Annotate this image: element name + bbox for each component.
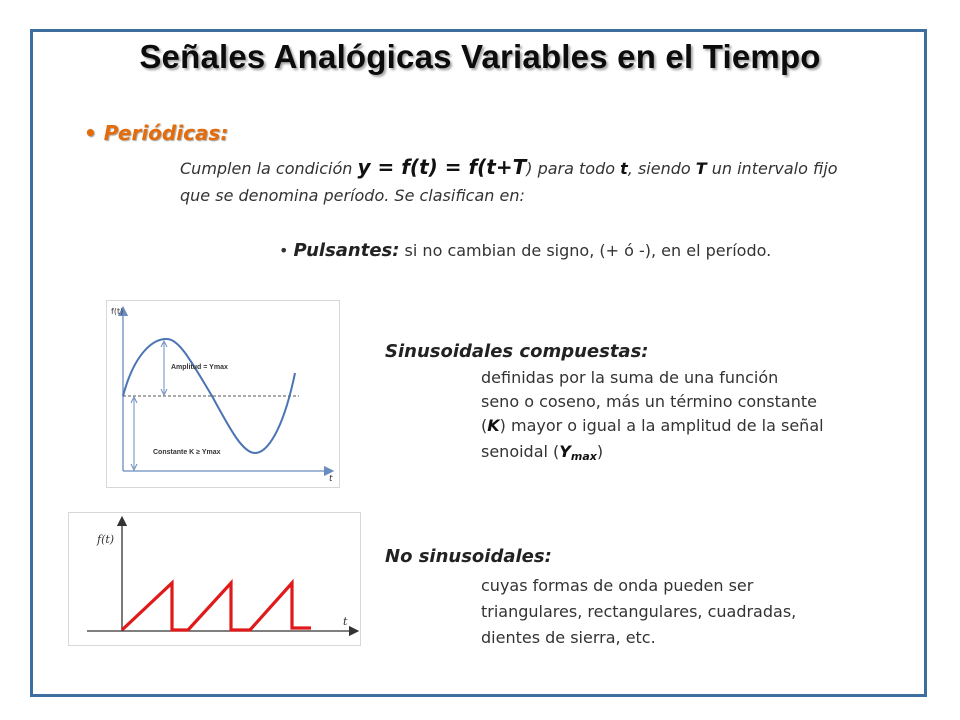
var-Y: Y — [559, 442, 571, 461]
no-sinusoidales-heading: No sinusoidales: — [385, 546, 552, 567]
condition-suffix: un intervalo fijo — [706, 159, 838, 178]
var-T: T — [695, 159, 707, 178]
y-axis-label: f(t) — [111, 307, 124, 316]
paren-close: ) — [596, 442, 604, 461]
sawtooth-figure — [68, 512, 361, 646]
condition-close: ) — [526, 159, 533, 178]
sinusoidales-line-3 — [481, 414, 824, 438]
constant-label: Constante K ≥ Ymax — [153, 449, 221, 456]
no-sinusoidales-line-1: cuyas formas de onda pueden ser — [481, 576, 754, 595]
condition-formula: y = f(t) = f(t+T — [357, 155, 527, 179]
y-axis-label: f(t) — [97, 533, 115, 546]
x-axis-label: t — [329, 474, 333, 484]
no-sinusoidales-line-2: triangulares, rectangulares, cuadradas, — [481, 602, 797, 621]
periodicas-heading — [84, 121, 228, 145]
amplitude-label: Amplitud = Ymax — [171, 364, 228, 371]
bullet-marker: • — [279, 241, 289, 260]
sinusoidales-line-1: definidas por la suma de una función — [481, 368, 779, 387]
pulsantes-text: si no cambian de signo, (+ ó -), en el período. — [399, 241, 772, 260]
sine-figure — [106, 300, 340, 488]
condition-middle2: , siendo — [627, 159, 696, 178]
description-line-2: que se denomina período. Se clasifican en: — [180, 186, 525, 205]
line4-prefix: senoidal ( — [481, 442, 560, 461]
sine-figure-svg — [107, 301, 339, 487]
condition-middle: para todo — [532, 159, 621, 178]
condition-prefix: Cumplen la condición — [180, 159, 358, 178]
paren-open: ( — [481, 416, 488, 435]
sawtooth-wave — [122, 583, 311, 630]
pulsantes-label: Pulsantes: — [293, 240, 400, 261]
x-axis-label: t — [343, 615, 348, 628]
pulsantes-item — [279, 240, 771, 261]
sinusoidales-heading: Sinusoidales compuestas: — [385, 341, 649, 362]
slide-title: Señales Analógicas Variables en el Tiempo — [139, 38, 821, 75]
sinusoidales-line-2: seno o coseno, más un término constante — [481, 392, 817, 411]
no-sinusoidales-line-3: dientes de sierra, etc. — [481, 628, 656, 647]
line3-rest: ) mayor o igual a la amplitud de la señal — [499, 416, 824, 435]
var-K: K — [487, 416, 500, 435]
var-t: t — [620, 159, 628, 178]
bullet-marker: • — [84, 121, 97, 145]
sinusoidales-line-4 — [481, 440, 603, 469]
periodicas-description — [180, 154, 840, 209]
sawtooth-figure-svg — [69, 513, 360, 645]
description-line-1 — [180, 154, 840, 182]
var-Y-subscript: max — [570, 450, 597, 463]
periodicas-label: Periódicas: — [103, 121, 229, 145]
